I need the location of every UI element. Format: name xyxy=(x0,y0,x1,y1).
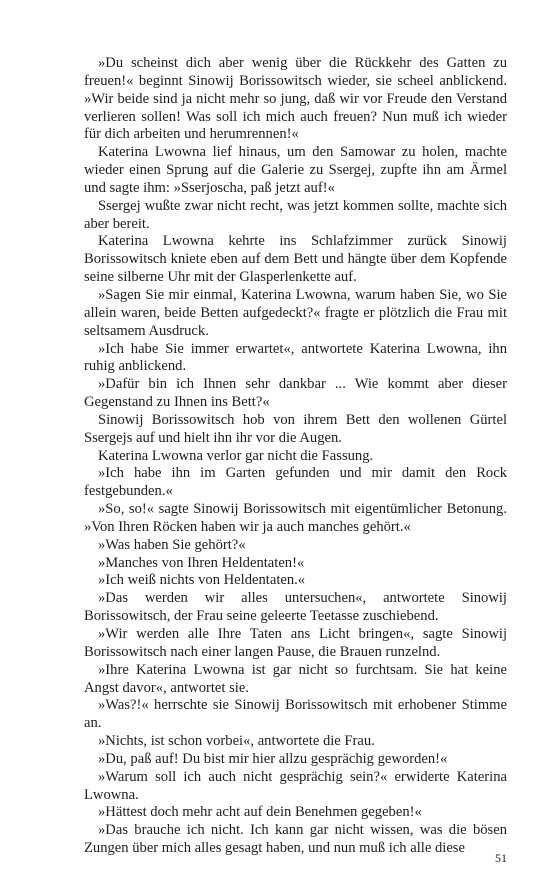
paragraph: »Was haben Sie gehört?« xyxy=(98,536,246,553)
paragraph: »Was?!« herrschte sie Sinowij Borissowitsch mit erhobener Stimme an. xyxy=(84,697,507,732)
paragraph: Ssergej wußte zwar nicht recht, was jetzt kommen sollte, machte sich aber bereit. xyxy=(84,197,507,232)
paragraph: Katerina Lwowna verlor gar nicht die Fassung. xyxy=(98,447,374,464)
paragraph: »Das werden wir alles untersuchen«, antwortete Sinowij Borissowitsch, der Frau seine geleerte Teetasse zuschiebend. xyxy=(84,590,507,625)
paragraph: »Du, paß auf! Du bist mir hier allzu gesprächig geworden!« xyxy=(98,750,448,767)
page-body xyxy=(84,55,507,858)
paragraph: »Hättest doch mehr acht auf dein Benehmen gegeben!« xyxy=(98,804,422,821)
paragraph: »So, so!« sagte Sinowij Borissowitsch mit eigentümlicher Betonung. »Von Ihren Röcken haben wir ja auch manches gehört.« xyxy=(84,501,507,535)
paragraph: Sinowij Borissowitsch hob von ihrem Bett den wollenen Gürtel Ssergejs auf und hielt ihn ihr vor die Augen. xyxy=(84,411,507,446)
paragraph: »Ich habe Sie immer erwartet«, antwortete Katerina Lwowna, ihn ruhig anblickend. xyxy=(84,340,507,375)
paragraph: »Dafür bin ich Ihnen sehr dankbar ... Wie kommt aber dieser Gegenstand zu Ihnen ins Bett?« xyxy=(84,376,507,411)
paragraph: Katerina Lwowna lief hinaus, um den Samowar zu holen, machte wieder einen Sprung auf die Galerie zu Ssergej, zupfte ihn am Ärmel und sagte ihm: »Sserjoscha, paß jetzt auf!« xyxy=(84,144,507,196)
paragraph: »Wir werden alle Ihre Taten ans Licht bringen«, sagte Sinowij Borissowitsch nach einer langen Pause, die Brauen runzelnd. xyxy=(84,626,507,660)
paragraph: »Sagen Sie mir einmal, Katerina Lwowna, warum haben Sie, wo Sie allein waren, beide Betten aufgedeckt?« fragte er plötzlich die Frau mit seltsamem Ausdruck. xyxy=(84,286,507,339)
paragraph: »Du scheinst dich aber wenig über die Rückkehr des Gatten zu freuen!« beginnt Sinowij Borissowitsch wieder, sie scheel anblickend. »Wir beide sind ja nicht mehr so jung, daß wir vor Freude den Verstand verlieren sollen! Was soll ich mich auch freuen? Nun muß ich wieder für dich arbeiten und herumrennen!« xyxy=(84,55,507,143)
paragraph: »Ich weiß nichts von Heldentaten.« xyxy=(98,572,306,589)
paragraph: »Manches von Ihren Heldentaten!« xyxy=(98,554,305,571)
paragraph: »Nichts, ist schon vorbei«, antwortete die Frau. xyxy=(98,733,375,750)
paragraph: Katerina Lwowna kehrte ins Schlafzimmer zurück Sinowij Borissowitsch kniete eben auf dem Bett und hängte über dem Kopfende seine silberne Uhr mit der Glasperlenkette auf. xyxy=(84,233,507,286)
paragraph: »Warum soll ich auch nicht gesprächig sein?« erwiderte Katerina Lwowna. xyxy=(84,768,507,803)
paragraph: »Ich habe ihn im Garten gefunden und mir damit den Rock festgebunden.« xyxy=(84,465,507,500)
page-number: 51 xyxy=(495,851,507,865)
paragraph: »Ihre Katerina Lwowna ist gar nicht so furchtsam. Sie hat keine Angst davor«, antwortet sie. xyxy=(84,661,507,696)
paragraph: »Das brauche ich nicht. Ich kann gar nicht wissen, was die bösen Zungen über mich alles gesagt haben, und nun muß ich alle diese xyxy=(84,822,507,857)
